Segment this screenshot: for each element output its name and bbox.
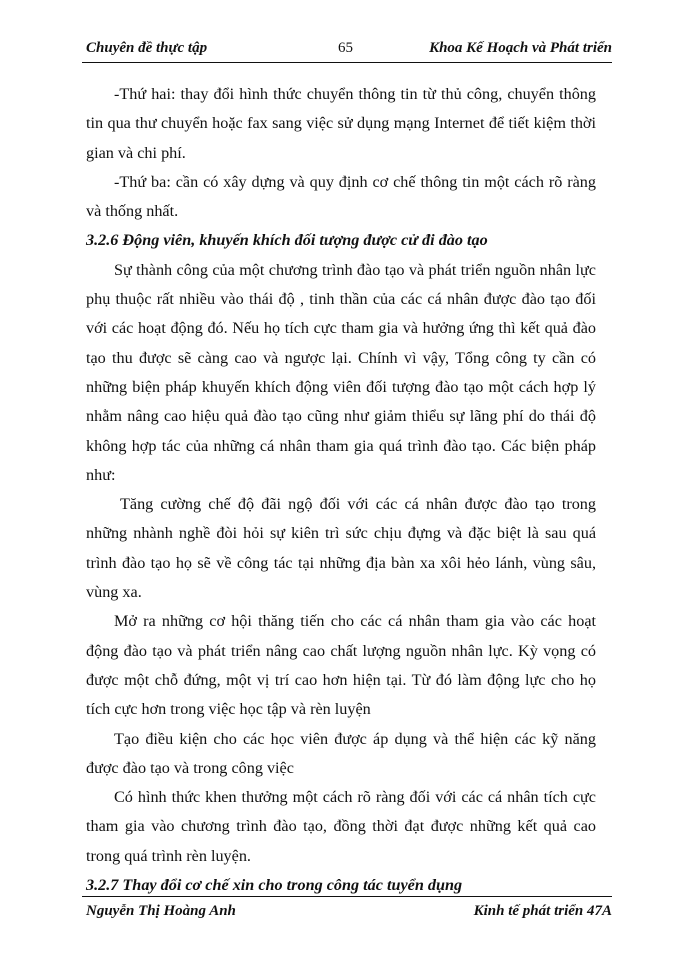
paragraph-second-point: -Thứ hai: thay đổi hình thức chuyển thông tin từ thủ công, chuyển thông tin qua thư chuyển hoặc fax sang việc sử dụng mạng Internet để tiết kiệm thời gian và chi phí. bbox=[86, 85, 596, 162]
paragraph-measure-rewards: Có hình thức khen thưởng một cách rõ ràng đối với các cá nhân tích cực tham gia vào chương trình đào tạo, đồng thời đạt được những kết quả cao trong quá trình rèn luyện. bbox=[86, 788, 596, 865]
section-heading-3-2-6: 3.2.6 Động viên, khuyến khích đối tượng được cử đi đào tạo bbox=[86, 231, 488, 250]
header-document-type: Chuyên đề thực tập bbox=[86, 40, 208, 56]
header-department: Khoa Kế Hoạch và Phát triển bbox=[429, 40, 612, 56]
section-heading-3-2-7: 3.2.7 Thay đổi cơ chế xin cho trong công tác tuyển dụng bbox=[86, 876, 463, 895]
footer-divider bbox=[82, 896, 612, 897]
header-divider bbox=[82, 62, 612, 63]
page-header bbox=[82, 40, 612, 60]
page-number: 65 bbox=[338, 40, 353, 56]
paragraph-intro: Sự thành công của một chương trình đào tạo và phát triển nguồn nhân lực phụ thuộc rất nhiều vào thái độ , tinh thần của các cá nhân được đào tạo đối với các hoạt động đó. Nếu họ tích cực tham gia và hưởng ứng thì kết quả đào tạo thu được sẽ càng cao và ngược lại. Chính vì vậy, Tổng công ty cần có những biện pháp khuyến khích động viên đối tượng đào tạo một cách hợp lý nhằm nâng cao hiệu quả đào tạo cũng như giảm thiểu sự lãng phí do thái độ không hợp tác của những cá nhân tham gia quá trình đào tạo. Các biện pháp như: bbox=[86, 260, 596, 484]
paragraph-measure-application: Tạo điều kiện cho các học viên được áp dụng và thể hiện các kỹ năng được đào tạo và trong công việc bbox=[86, 729, 596, 777]
page-footer bbox=[82, 903, 612, 923]
footer-class: Kinh tế phát triển 47A bbox=[473, 903, 612, 919]
paragraph-third-point: -Thứ ba: cần có xây dựng và quy định cơ chế thông tin một cách rõ ràng và thống nhất. bbox=[86, 172, 596, 221]
paragraph-measure-promotion: Mở ra những cơ hội thăng tiến cho các cá nhân tham gia vào các hoạt động đào tạo và phát triển nâng cao chất lượng nguồn nhân lực. Kỳ vọng có được một chỗ đứng, một vị trí cao hơn hiện tại. Từ đó làm động lực cho họ tích cực hơn trong việc học tập và rèn luyện bbox=[86, 612, 596, 719]
document-body bbox=[86, 80, 596, 900]
paragraph-measure-benefits: Tăng cường chế độ đãi ngộ đối với các cá nhân được đào tạo trong những nhành nghề đòi hỏi sự kiên trì sức chịu đựng và đặc biệt là sau quá trình đào tạo họ sẽ về công tác tại những địa bàn xa xôi hẻo lánh, vùng sâu, vùng xa. bbox=[86, 495, 596, 602]
footer-author: Nguyễn Thị Hoàng Anh bbox=[86, 903, 236, 919]
